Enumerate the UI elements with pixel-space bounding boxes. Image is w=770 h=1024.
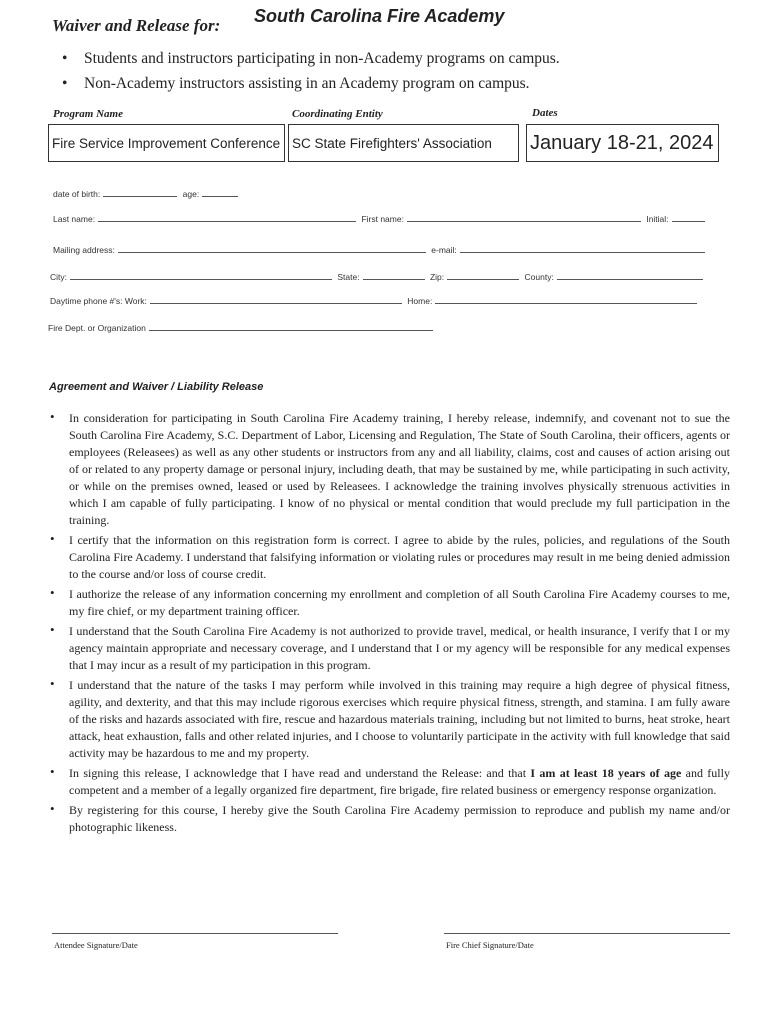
email-input[interactable] <box>460 244 705 253</box>
age-input[interactable] <box>202 188 238 197</box>
program-name-value: Fire Service Improvement Conference <box>52 135 281 151</box>
waiver-label: Waiver and Release for: <box>52 16 221 35</box>
first-name-label: First name: <box>361 214 404 224</box>
city-input[interactable] <box>70 271 332 280</box>
city-label: City: <box>50 272 67 282</box>
bullet: • <box>50 801 55 816</box>
program-name-label: Program Name <box>53 108 123 120</box>
initial-input[interactable] <box>672 213 705 222</box>
fire-dept-input[interactable] <box>149 322 433 331</box>
home-phone-input[interactable] <box>435 295 697 304</box>
last-name-label: Last name: <box>53 214 96 224</box>
work-phone-input[interactable] <box>150 295 402 304</box>
state-label: State: <box>337 272 360 282</box>
fire-dept-label: Fire Dept. or Organization <box>48 323 146 333</box>
dates-field[interactable] <box>526 124 719 162</box>
work-phone-label: Daytime phone #'s: Work: <box>50 296 147 306</box>
term-item: • I understand that the nature of the tasks I may perform while involved in this training may require a high degree of physical fitness, agility, and dexterity, and that this may include rigorous exercises which require physical fitness, strength, and stamina. I am fully aware of the risks and hazards associated with fire, rescue and hazardous materials training, including but not limited to burns, heat stroke, heart attack, heat exhaustion, falls and other related injuries, and I choose to voluntarily participate in the activity with full knowledge that said activity may be hazardous to me and my property. <box>50 676 730 760</box>
zip-input[interactable] <box>447 271 519 280</box>
agreement-heading: Agreement and Waiver / Liability Release <box>49 381 264 393</box>
term-item: • By registering for this course, I hereby give the South Carolina Fire Academy permission to reproduce and publish my name and/or photographic likeness. <box>50 801 730 834</box>
age-label: age: <box>182 189 200 199</box>
dob-input[interactable] <box>103 188 177 197</box>
bullet: • <box>50 585 55 600</box>
email-label: e-mail: <box>431 245 457 255</box>
age-requirement: I am at least 18 years of age <box>530 766 682 780</box>
county-input[interactable] <box>557 271 703 280</box>
first-name-input[interactable] <box>407 213 641 222</box>
term-item: • I authorize the release of any information concerning my enrollment and completion of all South Carolina Fire Academy courses to me, my fire chief, or my department training officer. <box>50 585 730 618</box>
dates-label: Dates <box>532 107 558 119</box>
initial-label: Initial: <box>646 214 669 224</box>
agreement-terms <box>50 410 730 839</box>
county-label: County: <box>524 272 554 282</box>
dates-value: January 18-21, 2024 <box>530 131 714 154</box>
last-name-input[interactable] <box>98 213 356 222</box>
coordinating-entity-label: Coordinating Entity <box>292 108 383 120</box>
program-name-field[interactable] <box>48 124 285 162</box>
mailing-label: Mailing address: <box>53 245 115 255</box>
dob-row <box>53 188 241 199</box>
bullet: • <box>50 409 55 424</box>
mailing-row <box>53 244 708 255</box>
bullet: • <box>50 676 55 691</box>
attendee-signature-line[interactable] <box>52 933 338 934</box>
name-row <box>53 213 708 224</box>
coordinating-entity-field[interactable] <box>288 124 519 162</box>
term-item: • In signing this release, I acknowledge that I have read and understand the Release: and that I am at least 18 years of age and fully competent and a member of a legally organized fire department, fire brigade, fire related business or emergency response organization. <box>50 764 730 797</box>
term-item: • I certify that the information on this registration form is correct. I agree to abide by the rules, policies, and regulations of the South Carolina Fire Academy. I understand that falsifying information or violating rules or procedures may result in me being denied admission to the course and/or loss of course credit. <box>50 531 730 581</box>
bullet: • <box>50 764 55 779</box>
mailing-input[interactable] <box>118 244 426 253</box>
home-phone-label: Home: <box>407 296 433 306</box>
chief-signature-label: Fire Chief Signature/Date <box>446 940 534 950</box>
phone-row <box>50 295 700 306</box>
intro-list <box>60 46 560 96</box>
chief-signature-line[interactable] <box>444 933 730 934</box>
intro-item: • Non-Academy instructors assisting in an Academy program on campus. <box>60 71 560 96</box>
address-row <box>50 271 706 282</box>
bullet: • <box>50 622 55 637</box>
fire-dept-row <box>48 322 436 333</box>
academy-title: South Carolina Fire Academy <box>254 6 505 26</box>
term-item: • In consideration for participating in South Carolina Fire Academy training, I hereby release, indemnify, and covenant not to sue the South Carolina Fire Academy, S.C. Department of Labor, Licensing and Regulation, The State of South Carolina, their officers, agents or employees (Releasees) as well as any other students or instructors from any and all liability, claims, cost and causes of action arising out of or related to any property damage or personal injury, including death, that may be sustained by me, while participating in such activity, or while on the premises owned, leased or used by Releasees. I acknowledge the training involves physically strenuous activities in which I am capable of fully participating. I know of no physical or mental condition that would preclude my full participation in the training. <box>50 409 730 527</box>
state-input[interactable] <box>363 271 425 280</box>
intro-item: • Students and instructors participating in non-Academy programs on campus. <box>60 46 560 71</box>
zip-label: Zip: <box>429 272 445 282</box>
dob-label: date of birth: <box>53 189 101 199</box>
bullet: • <box>50 531 55 546</box>
coordinating-entity-value: SC State Firefighters' Association <box>292 135 492 151</box>
term-item: • I understand that the South Carolina Fire Academy is not authorized to provide travel, medical, or health insurance, I verify that I or my agency maintain appropriate and necessary coverage, and I understand that I or my agency will be responsible for any medical expenses that I may incur as a result of my participation in this program. <box>50 622 730 672</box>
attendee-signature-label: Attendee Signature/Date <box>54 940 138 950</box>
